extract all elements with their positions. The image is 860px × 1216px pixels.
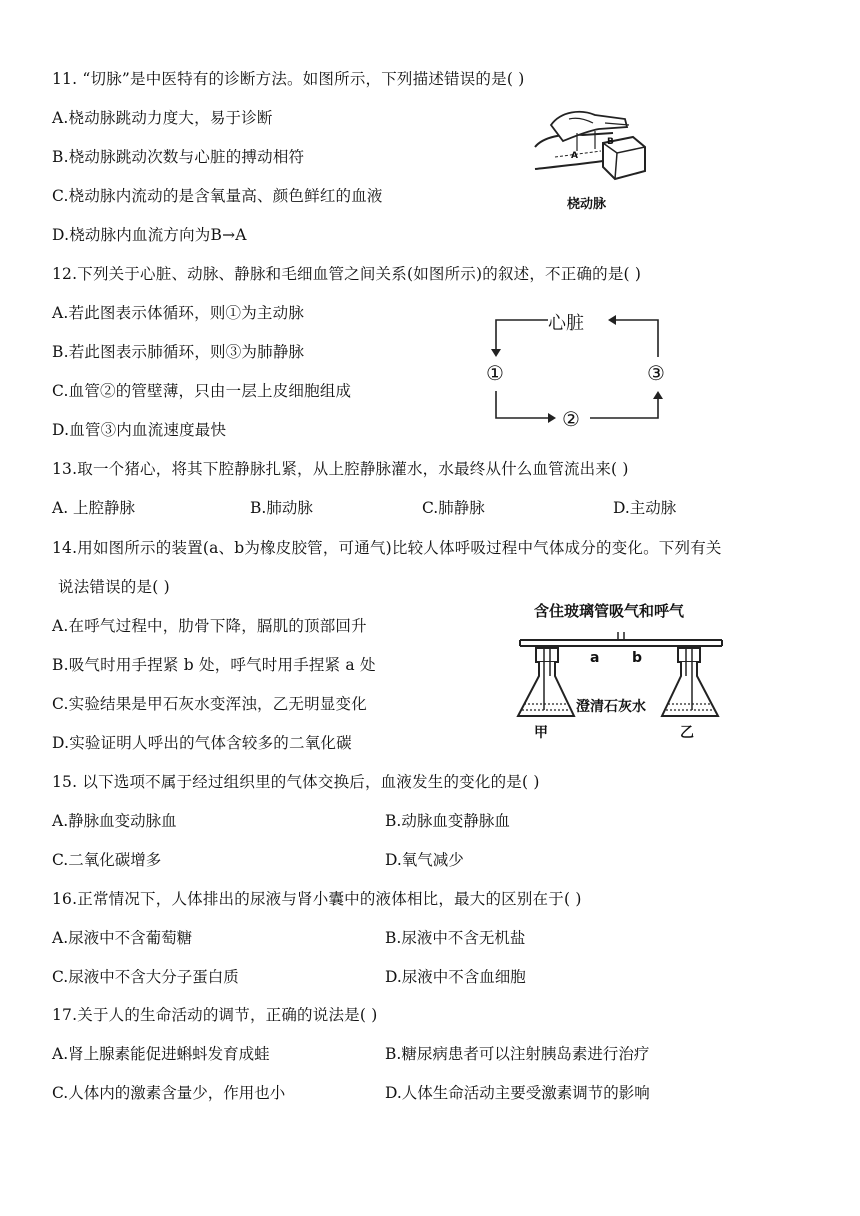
q13-option-c: C.肺静脉 bbox=[422, 499, 485, 517]
q12-diagram-vessel-1: ① bbox=[486, 361, 504, 385]
q13-stem: 13.取一个猪心，将其下腔静脉扎紧，从上腔静脉灌水，水最终从什么血管流出来( ) bbox=[52, 460, 629, 478]
q11-figure-caption: 桡动脉 bbox=[567, 197, 607, 212]
q12-option-a: A.若此图表示体循环，则①为主动脉 bbox=[52, 304, 305, 322]
q16-option-c: C.尿液中不含大分子蛋白质 bbox=[52, 968, 239, 986]
q14-figure-flask-yi: 乙 bbox=[680, 725, 694, 741]
q15-option-c: C.二氧化碳增多 bbox=[52, 851, 162, 869]
q14-figure-liquid-label: 澄清石灰水 bbox=[576, 699, 646, 715]
q13-option-a: A. 上腔静脉 bbox=[52, 499, 136, 517]
wrist-pulse-illustration bbox=[533, 107, 648, 187]
q12-diagram-vessel-2: ② bbox=[562, 407, 580, 431]
q14-breathing-apparatus-figure bbox=[512, 598, 734, 748]
q14-stem-line-2: 说法错误的是( ) bbox=[58, 578, 170, 596]
q17-option-d: D.人体生命活动主要受激素调节的影响 bbox=[385, 1084, 650, 1102]
q12-stem: 12.下列关于心脏、动脉、静脉和毛细血管之间关系(如图所示)的叙述，不正确的是( ) bbox=[52, 265, 642, 283]
q12-option-b: B.若此图表示肺循环，则③为肺静脉 bbox=[52, 343, 305, 361]
q17-option-c: C.人体内的激素含量少，作用也小 bbox=[52, 1084, 286, 1102]
q14-figure-label-b: b bbox=[632, 650, 643, 666]
q16-option-a: A.尿液中不含葡萄糖 bbox=[52, 929, 193, 947]
q16-option-b: B.尿液中不含无机盐 bbox=[385, 929, 526, 947]
q14-option-b: B.吸气时用手捏紧 b 处，呼气时用手捏紧 a 处 bbox=[52, 656, 376, 674]
q11-figure-label-b: B bbox=[607, 137, 614, 147]
q12-option-d: D.血管③内血流速度最快 bbox=[52, 421, 227, 439]
q14-stem-line-1: 14.用如图所示的装置(a、b为橡皮胶管，可通气)比较人体呼吸过程中气体成分的变化。下列有关 bbox=[52, 539, 722, 557]
q11-figure-label-a: A bbox=[571, 151, 578, 161]
q11-option-b: B.桡动脉跳动次数与心脏的搏动相符 bbox=[52, 148, 305, 166]
q11-option-d: D.桡动脉内血流方向为B→A bbox=[52, 226, 247, 244]
q15-option-b: B.动脉血变静脉血 bbox=[385, 812, 510, 830]
q17-option-b: B.糖尿病患者可以注射胰岛素进行治疗 bbox=[385, 1045, 650, 1063]
q17-option-a: A.肾上腺素能促进蝌蚪发育成蛙 bbox=[52, 1045, 270, 1063]
q12-circulation-diagram bbox=[486, 305, 676, 435]
q14-option-d: D.实验证明人呼出的气体含较多的二氧化碳 bbox=[52, 734, 352, 752]
q11-stem: 11. “切脉”是中医特有的诊断方法。如图所示，下列描述错误的是( ) bbox=[52, 70, 525, 88]
q15-option-d: D.氧气减少 bbox=[385, 851, 464, 869]
q12-diagram-heart-label: 心脏 bbox=[548, 313, 584, 334]
q12-diagram-vessel-3: ③ bbox=[647, 361, 665, 385]
q15-option-a: A.静脉血变动脉血 bbox=[52, 812, 177, 830]
q11-option-a: A.桡动脉跳动力度大，易于诊断 bbox=[52, 109, 273, 127]
q14-figure-label-a: a bbox=[590, 650, 600, 666]
q16-option-d: D.尿液中不含血细胞 bbox=[385, 968, 526, 986]
q11-option-c: C.桡动脉内流动的是含氧量高、颜色鲜红的血液 bbox=[52, 187, 383, 205]
q11-radial-artery-figure bbox=[533, 107, 648, 217]
q12-option-c: C.血管②的管壁薄，只由一层上皮细胞组成 bbox=[52, 382, 352, 400]
q16-stem: 16.正常情况下，人体排出的尿液与肾小囊中的液体相比，最大的区别在于( ) bbox=[52, 890, 582, 908]
q14-option-a: A.在呼气过程中，肋骨下降，膈肌的顶部回升 bbox=[52, 617, 367, 635]
q14-figure-flask-jia: 甲 bbox=[534, 725, 548, 741]
q17-stem: 17.关于人的生命活动的调节，正确的说法是( ) bbox=[52, 1006, 378, 1024]
q15-stem: 15. 以下选项不属于经过组织里的气体交换后，血液发生的变化的是( ) bbox=[52, 773, 540, 791]
q14-figure-title: 含住玻璃管吸气和呼气 bbox=[534, 602, 685, 620]
q14-option-c: C.实验结果是甲石灰水变浑浊，乙无明显变化 bbox=[52, 695, 367, 713]
q13-option-b: B.肺动脉 bbox=[250, 499, 313, 517]
q13-option-d: D.主动脉 bbox=[613, 499, 677, 517]
